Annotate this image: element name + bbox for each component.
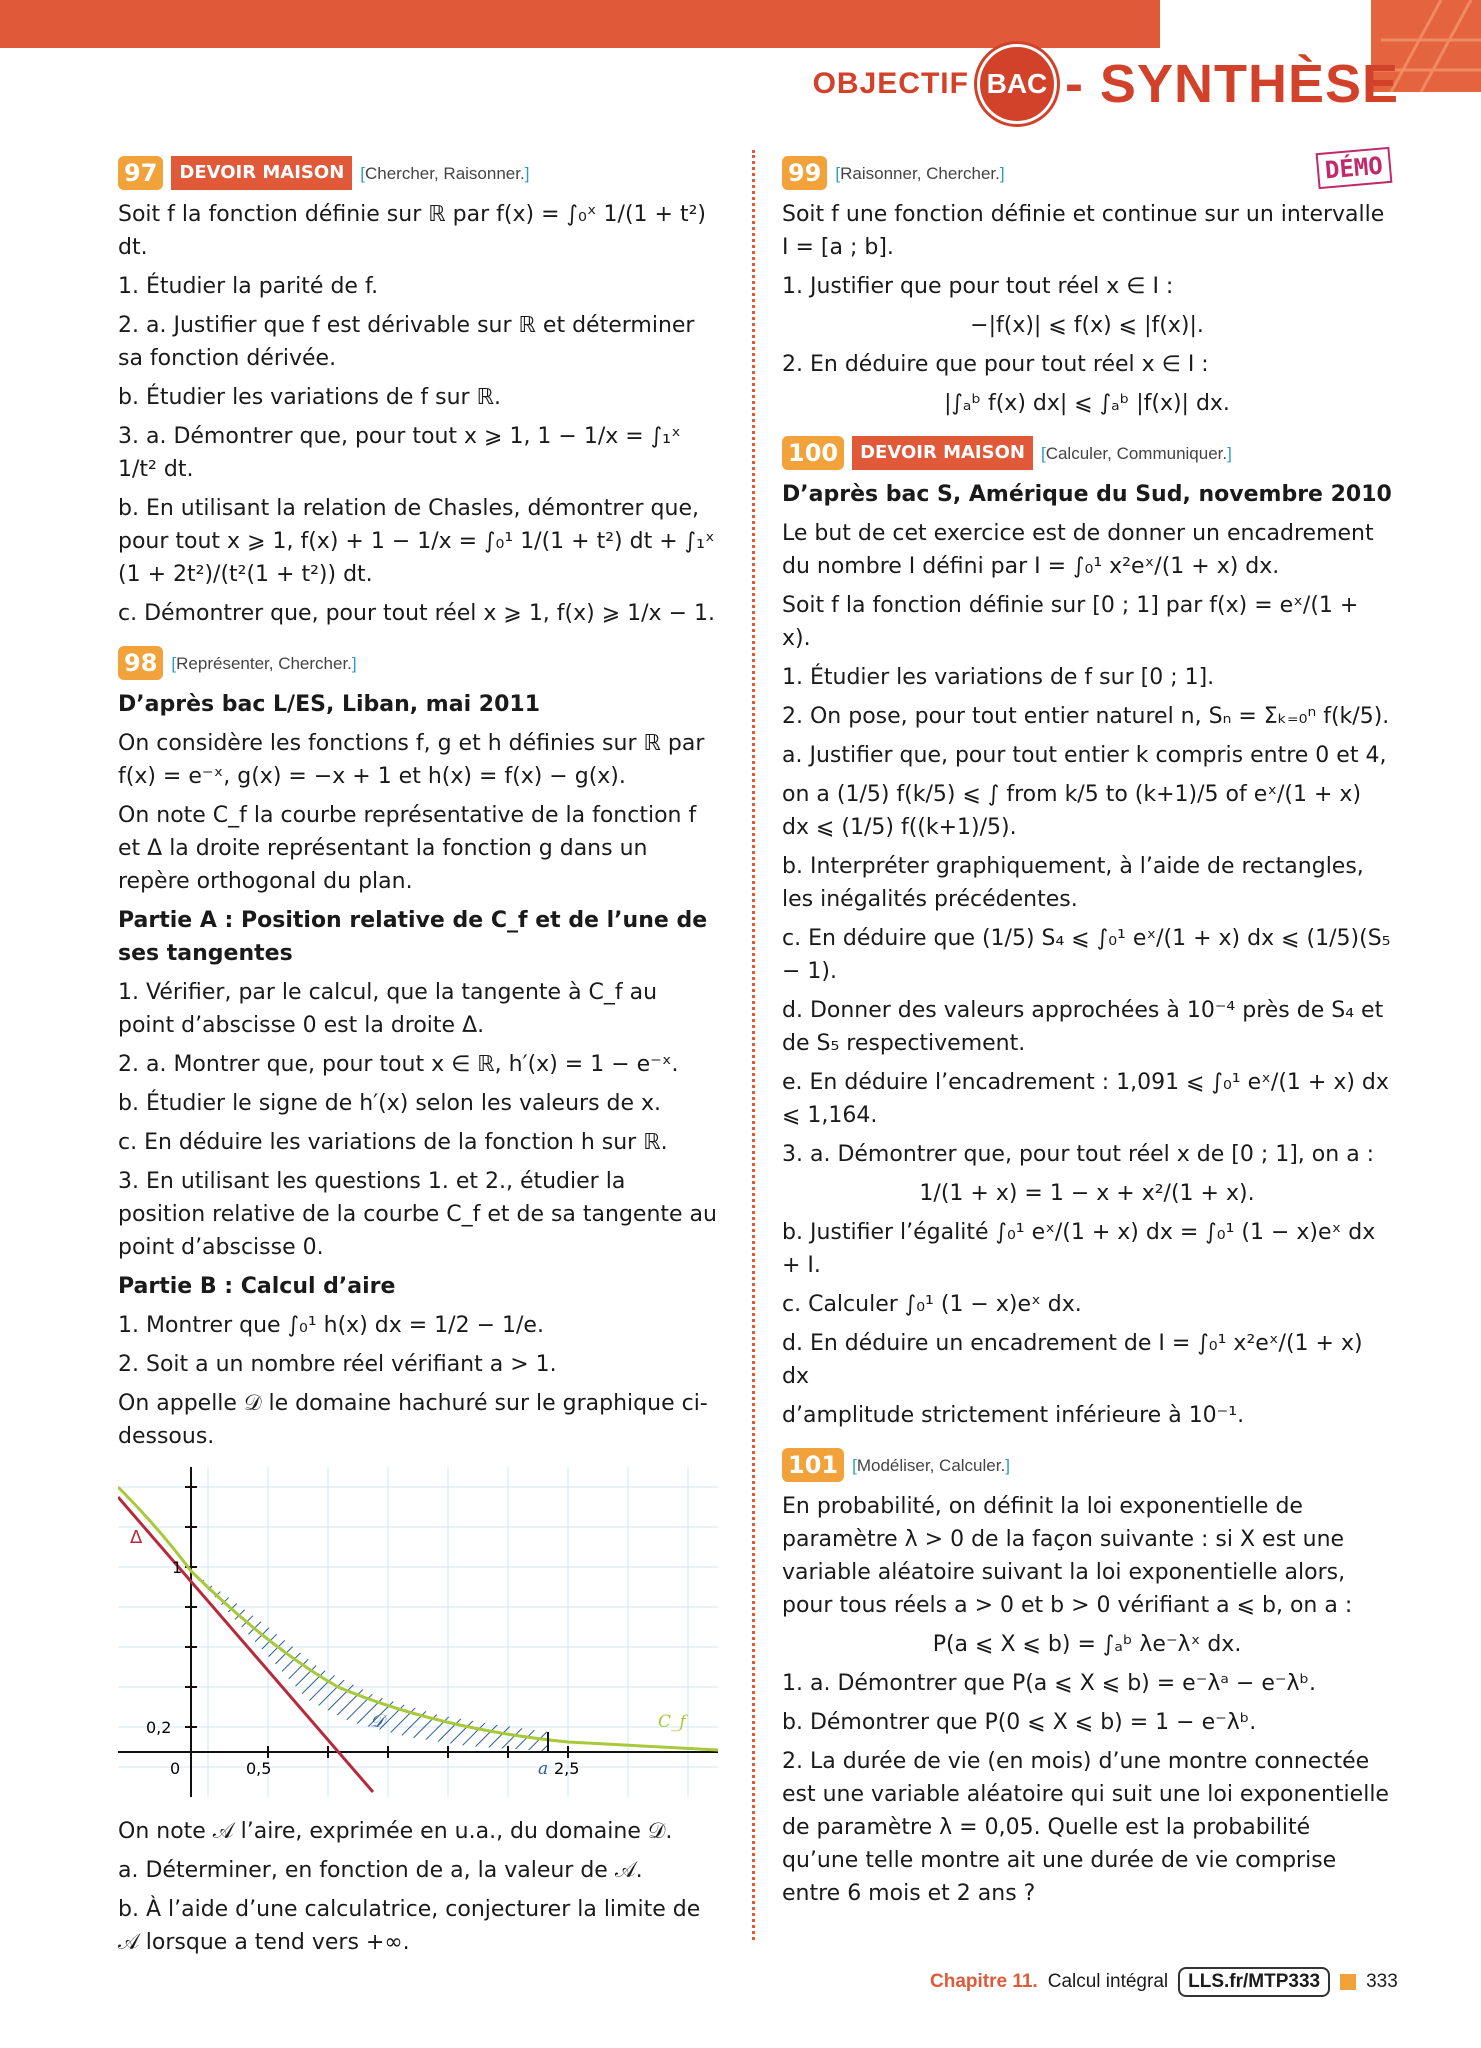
ex99-line: |∫ₐᵇ f(x) dx| ⩽ ∫ₐᵇ |f(x)| dx. — [944, 391, 1230, 416]
tangent-delta — [118, 1497, 373, 1792]
ex100-line: e. En déduire l’encadrement : 1,091 ⩽ ∫₀¹ eˣ/(1 + x) dx ⩽ 1,164. — [782, 1070, 1389, 1128]
ex100-line: b. Interpréter graphiquement, à l’aide de rectangles, les inégalités précédentes. — [782, 854, 1364, 912]
ex100-line: on a (1/5) f(k/5) ⩽ ∫ from k/5 to (k+1)/5 of eˣ/(1 + x) dx ⩽ (1/5) f((k+1)/5). — [782, 782, 1362, 840]
footer-square — [1340, 1974, 1356, 1990]
ex100-source: D’après bac S, Amérique du Sud, novembre 2010 — [782, 482, 1392, 507]
exercise-number: 97 — [118, 156, 163, 190]
ex100-line: c. En déduire que (1/5) S₄ ⩽ ∫₀¹ eˣ/(1 + x) dx ⩽ (1/5)(S₅ − 1). — [782, 926, 1391, 984]
ex98-b2b: On appelle 𝒟 le domaine hachuré sur le graphique ci-dessous. — [118, 1391, 708, 1449]
ex97-line: b. Étudier les variations de f sur ℝ. — [118, 385, 502, 410]
ex97-line: Soit f la fonction définie sur ℝ par f(x) = ∫₀ˣ 1/(1 + t²) dt. — [118, 202, 706, 260]
ex99-line: 2. En déduire que pour tout réel x ∈ I : — [782, 352, 1209, 377]
ex97-line: 2. a. Justifier que f est dérivable sur ℝ et déterminer sa fonction dérivée. — [118, 313, 695, 371]
label-0: 0 — [170, 1759, 181, 1778]
ex101-line: P(a ⩽ X ⩽ b) = ∫ₐᵇ λe⁻λˣ dx. — [932, 1632, 1242, 1657]
exercise-99-header — [782, 156, 1392, 190]
ex98-intro1: On considère les fonctions f, g et h définies sur ℝ par f(x) = e⁻ˣ, g(x) = −x + 1 et h(x) = f(x) − g(x). — [118, 731, 705, 789]
ex98-intro2: On note C_f la courbe représentative de la fonction f et Δ la droite représentant la fonction g dans un repère orthogonal du plan. — [118, 803, 697, 894]
skills: [ Calculer, Communiquer. ] — [1041, 437, 1232, 470]
skills: [ Raisonner, Chercher. ] — [835, 157, 1004, 190]
devoir-maison-tag: DEVOIR MAISON — [171, 156, 352, 190]
exercise-98-header — [118, 646, 718, 680]
devoir-maison-tag: DEVOIR MAISON — [852, 436, 1033, 470]
objectif-label: OBJECTIF — [812, 67, 969, 100]
ex100-line: d’amplitude strictement inférieure à 10⁻¹. — [782, 1403, 1245, 1428]
ex100-line: 1/(1 + x) = 1 − x + x²/(1 + x). — [919, 1181, 1255, 1206]
ex98-source: D’après bac L/ES, Liban, mai 2011 — [118, 692, 541, 717]
synthese-label: - SYNTHÈSE — [1064, 54, 1399, 114]
skills: [ Représenter, Chercher. ] — [171, 647, 356, 680]
page-footer — [930, 1967, 1398, 1997]
ex101-line: 1. a. Démontrer que P(a ⩽ X ⩽ b) = e⁻λᵃ − e⁻λᵇ. — [782, 1671, 1316, 1696]
section-title — [813, 44, 1399, 124]
label-25: 2,5 — [554, 1759, 580, 1778]
ex100-line: c. Calculer ∫₀¹ (1 − x)eˣ dx. — [782, 1292, 1082, 1317]
label-cf: C_f — [658, 1712, 686, 1732]
ex99-line: −|f(x)| ⩽ f(x) ⩽ |f(x)|. — [970, 313, 1204, 338]
label-1: 1 — [172, 1558, 183, 1577]
ex100-line: 1. Étudier les variations de f sur [0 ; 1]. — [782, 665, 1215, 690]
hatched-domain-graph — [118, 1467, 718, 1797]
ex100-line: Le but de cet exercice est de donner un encadrement du nombre I défini par I = ∫₀¹ x²eˣ/(1 + x) dx. — [782, 521, 1374, 579]
label-02: 0,2 — [146, 1718, 172, 1737]
top-banner — [0, 0, 1160, 48]
ex98-a2a: 2. a. Montrer que, pour tout x ∈ ℝ, h′(x) = 1 − e⁻ˣ. — [118, 1052, 679, 1077]
right-column — [782, 150, 1392, 1916]
label-delta: Δ — [130, 1527, 143, 1548]
ex101-line: 2. La durée de vie (en mois) d’une montre connectée est une variable aléatoire qui suit une loi exponentielle de paramètre λ = 0,05. Quelle est la probabilité qu’une telle montre ait une durée de vie comprise entre 6 mois et 2 ans ? — [782, 1749, 1389, 1906]
footer-link[interactable]: LLS.fr/MTP333 — [1178, 1967, 1330, 1997]
exercise-number: 98 — [118, 646, 163, 680]
label-05: 0,5 — [246, 1759, 272, 1778]
label-a: a — [538, 1759, 549, 1779]
ex97-line: c. Démontrer que, pour tout réel x ⩾ 1, f(x) ⩾ 1/x − 1. — [118, 601, 715, 626]
exercise-number: 100 — [782, 436, 844, 470]
ex100-line: 2. On pose, pour tout entier naturel n, Sₙ = Σₖ₌₀ⁿ f(k/5). — [782, 704, 1390, 729]
ex98-after1: On note 𝒜 l’aire, exprimée en u.a., du domaine 𝒟. — [118, 1819, 673, 1844]
ex97-line: 3. a. Démontrer que, pour tout x ⩾ 1, 1 − 1/x = ∫₁ˣ 1/t² dt. — [118, 424, 681, 482]
ex98-partA: Partie A : Position relative de C_f et de l’une de ses tangentes — [118, 908, 708, 966]
demo-stamp: DÉMO — [1316, 147, 1393, 189]
ex98-partB: Partie B : Calcul d’aire — [118, 1274, 396, 1299]
ex98-b1: 1. Montrer que ∫₀¹ h(x) dx = 1/2 − 1/e. — [118, 1313, 544, 1338]
ex98-a3: 3. En utilisant les questions 1. et 2., étudier la position relative de la courbe C_f et de sa tangente au point d’abscisse 0. — [118, 1169, 717, 1260]
ex101-line: b. Démontrer que P(0 ⩽ X ⩽ b) = 1 − e⁻λᵇ. — [782, 1710, 1257, 1735]
ex101-line: En probabilité, on définit la loi exponentielle de paramètre λ > 0 de la façon suivante : si X est une variable aléatoire suivant la loi exponentielle alors, pour tous réels a > 0 et b > 0 vérifiant a ⩽ b, on a : — [782, 1494, 1353, 1618]
ex98-b2: 2. Soit a un nombre réel vérifiant a > 1. — [118, 1352, 557, 1377]
ex97-line: b. En utilisant la relation de Chasles, démontrer que, pour tout x ⩾ 1, f(x) + 1 − 1/x = ∫₀¹ 1/(1 + t²) dt + ∫₁ˣ (1 + 2t²)/(t²(1 + t²)) dt. — [118, 496, 715, 587]
skills: [ Modéliser, Calculer. ] — [852, 1449, 1010, 1482]
page-number: 333 — [1366, 1971, 1398, 1992]
ex100-line: b. Justifier l’égalité ∫₀¹ eˣ/(1 + x) dx = ∫₀¹ (1 − x)eˣ dx + I. — [782, 1220, 1376, 1278]
label-D: 𝒟 — [370, 1711, 385, 1732]
ex99-line: 1. Justifier que pour tout réel x ∈ I : — [782, 274, 1174, 299]
bac-badge: BAC — [977, 44, 1057, 124]
ex98-after2: a. Déterminer, en fonction de a, la valeur de 𝒜. — [118, 1858, 643, 1883]
ex98-a2b: b. Étudier le signe de h′(x) selon les valeurs de x. — [118, 1091, 662, 1116]
ex100-line: Soit f la fonction définie sur [0 ; 1] par f(x) = eˣ/(1 + x). — [782, 593, 1359, 651]
exercise-100-header — [782, 436, 1392, 470]
ex100-line: 3. a. Démontrer que, pour tout réel x de [0 ; 1], on a : — [782, 1142, 1375, 1167]
ex98-after3: b. À l’aide d’une calculatrice, conjecturer la limite de 𝒜 lorsque a tend vers +∞. — [118, 1897, 701, 1955]
ex100-line: d. En déduire un encadrement de I = ∫₀¹ x²eˣ/(1 + x) dx — [782, 1331, 1363, 1389]
left-column — [118, 150, 718, 1965]
exercise-97-header — [118, 156, 718, 190]
ex99-line: Soit f une fonction définie et continue sur un intervalle I = [a ; b]. — [782, 202, 1385, 260]
ex100-line: d. Donner des valeurs approchées à 10⁻⁴ près de S₄ et de S₅ respectivement. — [782, 998, 1384, 1056]
column-divider — [752, 150, 755, 1940]
ex98-a1: 1. Vérifier, par le calcul, que la tangente à C_f au point d’abscisse 0 est la droite Δ. — [118, 980, 658, 1038]
footer-title: Calcul intégral — [1047, 1971, 1169, 1992]
ex98-a2c: c. En déduire les variations de la fonction h sur ℝ. — [118, 1130, 668, 1155]
ex97-line: 1. Étudier la parité de f. — [118, 274, 379, 299]
skills: [ Chercher, Raisonner. ] — [360, 157, 529, 190]
ex100-line: a. Justifier que, pour tout entier k compris entre 0 et 4, — [782, 743, 1387, 768]
exercise-101-header — [782, 1448, 1392, 1482]
footer-chapter: Chapitre 11. — [930, 1971, 1038, 1992]
exercise-number: 101 — [782, 1448, 844, 1482]
exercise-number: 99 — [782, 156, 827, 190]
